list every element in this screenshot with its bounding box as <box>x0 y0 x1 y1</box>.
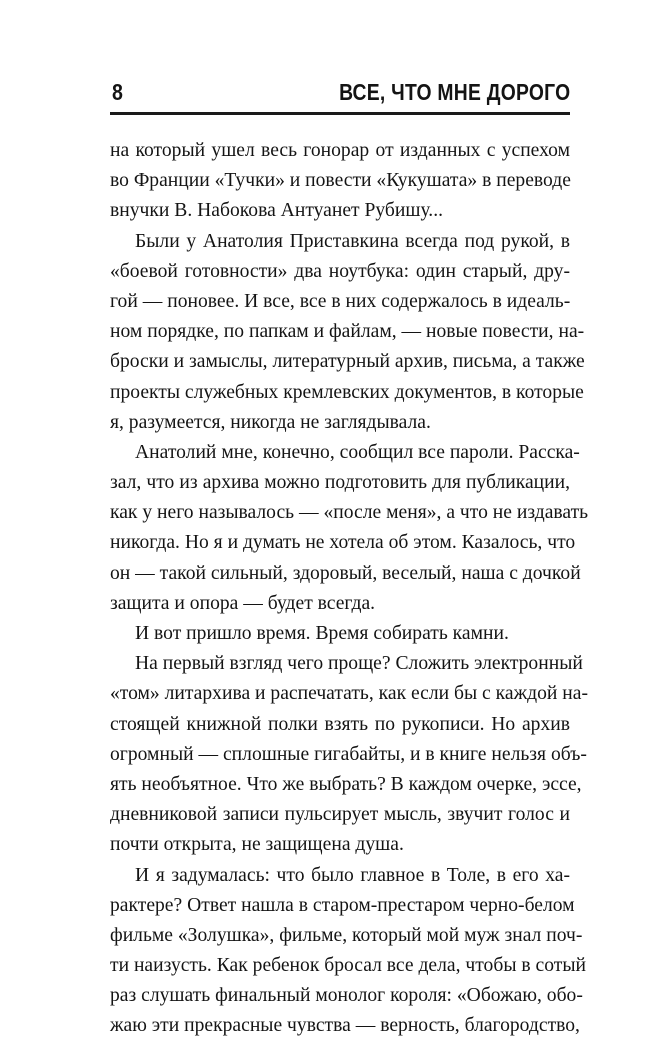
text-line: защита и опора — будет всегда. <box>110 592 376 614</box>
text-line: огромный — сплошные гигабайты, и в книге нельзя объ- <box>110 743 587 765</box>
text-line: И вот пришло время. Время собирать камни. <box>135 623 509 644</box>
text-line: «том» литархива и распечатать, как если бы с каждой на- <box>110 683 588 705</box>
text-line: фильме «Золушка», фильме, который мой муж знал поч- <box>110 924 583 946</box>
text-line: никогда. Но я и думать не хотела об этом. Казалось, что <box>110 532 576 554</box>
body-text <box>110 136 589 1042</box>
text-line: внучки В. Набокова Антуанет Рубишу... <box>110 200 444 222</box>
text-line: зал, что из архива можно подготовить для публикации, <box>110 472 570 494</box>
text-line: ном порядке, по папкам и файлам, — новые повести, на- <box>110 321 585 343</box>
text-line: гой — поновее. И все, все в них содержалось в идеаль- <box>110 290 571 312</box>
text-line: «боевой готовности» два ноутбука: один старый, дру- <box>110 260 570 282</box>
text-line: ять необъятное. Что же выбрать? В каждом очерке, эссе, <box>110 773 582 795</box>
text-line: стоящей книжной полки взять по рукописи. Но архив <box>110 713 570 735</box>
text-line: ти наизусть. Как ребенок бросал все дела, чтобы в сотый <box>110 955 586 977</box>
text-line: броски и замыслы, литературный архив, письма, а также <box>110 351 585 373</box>
text-line: дневниковой записи пульсирует мысль, звучит голос и <box>110 804 570 826</box>
text-line: На первый взгляд чего проще? Сложить электронный <box>135 653 583 675</box>
running-head-title: ВСЕ, ЧТО МНЕ ДОРОГО <box>338 79 570 105</box>
text-line: во Франции «Тучки» и повести «Кукушата» в переводе <box>110 170 571 192</box>
text-line: он — такой сильный, здоровый, веселый, наша с дочкой <box>110 562 581 584</box>
text-line: раз слушать финальный монолог короля: «Обожаю, обо- <box>110 985 583 1007</box>
text-line: Были у Анатолия Приставкина всегда под рукой, в <box>135 230 570 252</box>
page-number: 8 <box>112 79 123 105</box>
text-line: на который ушел весь гонорар от изданных с успехом <box>110 140 570 161</box>
text-line: Анатолий мне, конечно, сообщил все пароли. Расска- <box>135 441 580 463</box>
text-line: я, разумеется, никогда не заглядывала. <box>110 411 431 433</box>
text-line: жаю эти прекрасные чувства — верность, благородство, <box>110 1015 580 1037</box>
text-line: рактере? Ответ нашла в старом-престаром черно-белом <box>110 894 575 916</box>
text-line: как у него называлось — «после меня», а что не издавать <box>110 502 589 524</box>
text-line: почти открыта, не защищена душа. <box>110 834 404 856</box>
text-line: И я задумалась: что было главное в Толе, в его ха- <box>135 864 570 886</box>
text-line: проекты служебных кремлевских документов, в которые <box>110 381 584 403</box>
page-header <box>110 72 570 115</box>
